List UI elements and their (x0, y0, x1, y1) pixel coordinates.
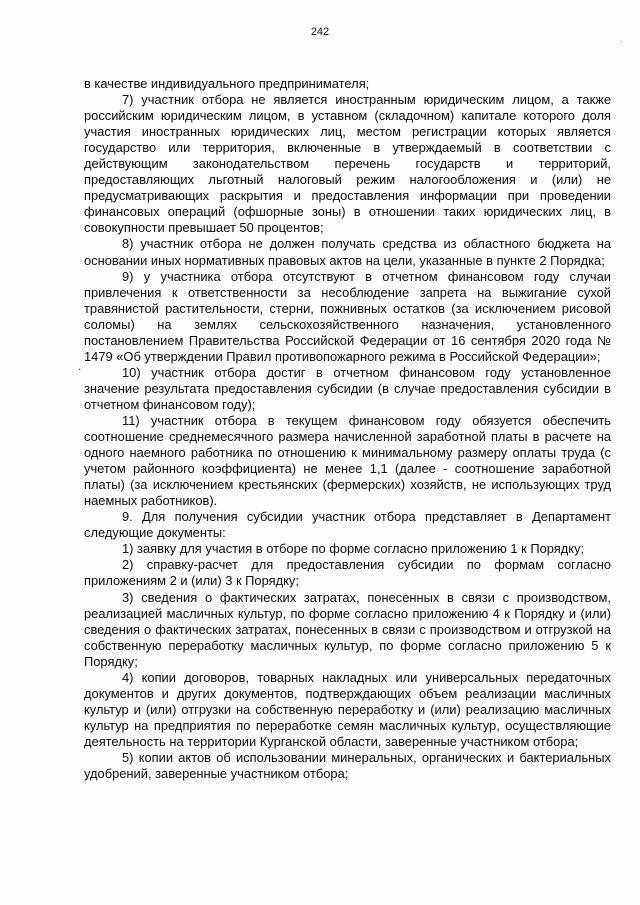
paragraph-item-7: 7) участник отбора не является иностранным юридическим лицом, а также российским юридическим лицом, в уставном (складочном) капитале которого доля участия иностранных юридических лиц, местом регистрации которых является государство или территория, включенные в утверждаемый в соответствии с действующим законодательством перечень государств и территорий, предоставляющих льготный налоговый режим налогообложения и (или) не предусматривающих раскрытия и предоставления информации при проведении финансовых операций (офшорные зоны) в отношении таких юридических лиц, в совокупности превышает 50 процентов; (84, 92, 611, 236)
paragraph-item-9: 9) у участника отбора отсутствуют в отчетном финансовом году случаи привлечения к ответственности за несоблюдение запрета на выжигание сухой травянистой растительности, стерни, пожнивных остатков (за исключением рисовой соломы) на землях сельскохозяйственного назначения, установленного постановлением Правительства Российской Федерации от 16 сентября 2020 года № 1479 «Об утверждении Правил противопожарного режима в Российской Федерации»; (84, 268, 611, 364)
paragraph-doc-5: 5) копии актов об использовании минеральных, органических и бактериальных удобрений, заверенные участником отбора; (84, 749, 611, 782)
paragraph-item-11: 11) участник отбора в текущем финансовом году обязуется обеспечить соотношение среднемесячного размера начисленной заработной платы в расчете на одного наемного работника по отношению к минимальному размеру оплаты труда (с учетом районного коэффициента) не менее 1,1 (далее - соотношение заработной платы) (за исключением крестьянских (фермерских) хозяйств, не использующих труд наемных работников). (84, 412, 611, 509)
paragraph-item-8: 8) участник отбора не должен получать средства из областного бюджета на основании иных нормативных правовых актов на цели, указанные в пункте 2 Порядка; (84, 236, 611, 268)
paragraph-continuation: в качестве индивидуального предпринимателя; (84, 76, 370, 91)
scan-speck-mark: · (620, 36, 623, 46)
paragraph-doc-4: 4) копии договоров, товарных накладных или универсальных передаточных документов и других документов, подтверждающих объем реализации масличных культур и (или) отгрузки на собственную переработку и (или) реализацию масличных культур на предприятия по переработке семян масличных культур, осуществляющие деятельность на территории Курганской области, заверенные участником отбора; (84, 669, 611, 749)
paragraph-doc-2: 2) справку-расчет для предоставления субсидии по формам согласно приложениям 2 и (или) 3 к Порядку; (84, 557, 611, 589)
scan-dot-mark: . (78, 359, 82, 373)
page-number: 242 (310, 26, 330, 38)
paragraph-doc-3: 3) сведения о фактических затратах, понесенных в связи с производством, реализацией масличных культур, по форме согласно приложению 4 к Порядку и (или) сведения о фактических затратах, понесенных в связи с производством и отгрузкой на собственную переработку масличных культур, по форме согласно приложению 5 к Порядку; (84, 589, 611, 669)
paragraph-item-10: 10) участник отбора достиг в отчетном финансовом году установленное значение результата предоставления субсидии (в случае предоставления субсидии в отчетном финансовом году); (84, 364, 611, 412)
document-body (84, 76, 611, 782)
paragraph-section-9: 9. Для получения субсидии участник отбора представляет в Департамент следующие документы: (84, 509, 611, 541)
paragraph-doc-1: 1) заявку для участия в отборе по форме согласно приложению 1 к Порядку; (122, 541, 585, 557)
